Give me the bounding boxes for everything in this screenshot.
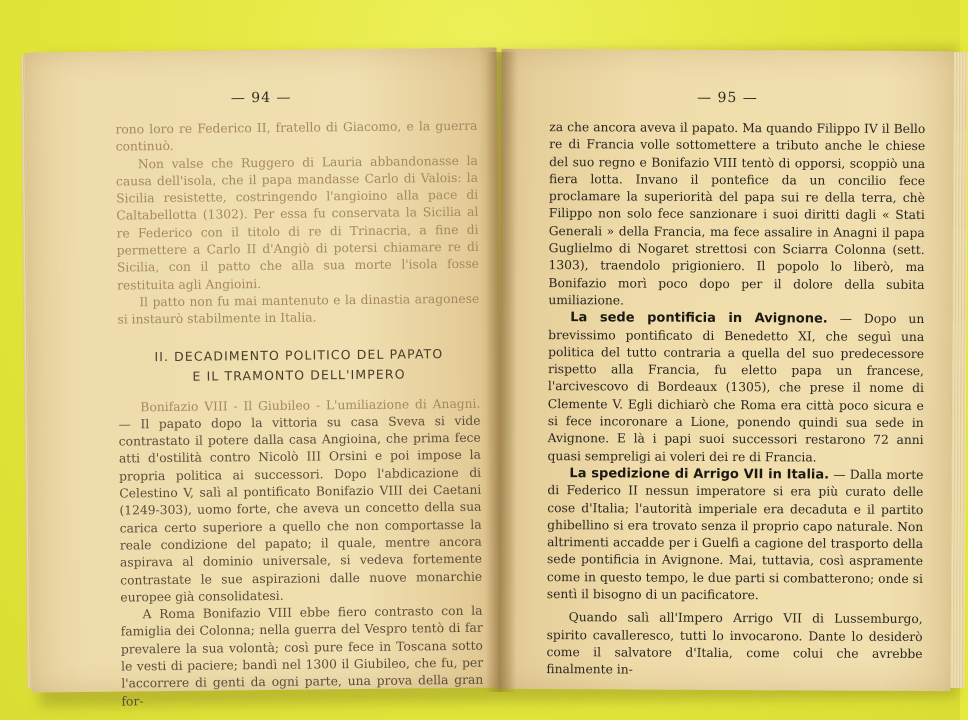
left-page-text <box>115 118 483 711</box>
left-para-2: Non valse che Ruggero di Lauria abbandonasse la causa dell'isola, che il papa mandasse Carlo di Valois: la Sicilia resistette, costringendo l'angioino alla pace di Caltabellotta (1302). Per essa fu conservata la Sicilia al re Federico con il titolo di re di Trinacria, a fine di permettere a Carlo II d'Angiò di potersi chiamare re di Sicilia, con il patto che alla sua morte l'isola fosse restituita agli Angioini. <box>115 153 479 293</box>
chapter-heading <box>118 343 480 387</box>
chapter-heading-line-2: E IL TRAMONTO DELL'IMPERO <box>192 366 406 384</box>
book-gutter <box>486 52 516 692</box>
right-section-1-title: La sede pontificia in Avignone. <box>570 310 828 327</box>
right-para-1: za che ancora aveva il papato. Ma quando Filippo IV il Bello re di Francia volle sottomettere a tributo anche le chiese del suo regno e Bonifazio VIII tentò di opporsi, scoppiò una fiera lotta. Invano il pontefice da un concilio fece proclamare la superiorità del papa sui re della terra, chè Filippo non solo fece sanzionare i suoi diritti dagli « Stati Generali » della Francia, ma fece assalire in Anagni il papa Guglielmo di Nogaret strettosi con Sciarra Colonna (sett. 1303), traendolo prigioniero. Il popolo lo liberò, ma Bonifazio morì poco dopo per il dolore della subita umiliazione. <box>548 120 926 308</box>
chapter-heading-line-1: II. DECADIMENTO POLITICO DEL PAPATO <box>154 345 444 364</box>
right-section-2 <box>547 465 924 605</box>
left-para-1: rono loro re Federico II, fratello di Giacomo, e la guerra continuò. <box>115 118 478 154</box>
right-section-2-text: — Dalla morte di Federico II nessun imperatore si era più curato delle cose d'Italia; l'autorità imperiale era decaduta e il partito ghibellino si era trovato senza il proprio capo naturale. Non altrimenti accadde per i Guelfi a cagione del trasporto della sede pontificia in Avignone. Mai, tuttavia, così aspramente come in questo tempo, le due parti si combatterono; onde si sentì il bisogno di un pacificatore. <box>546 467 924 603</box>
right-para-last: Quando salì all'Impero Arrigo VII di Lussemburgo, spirito cavalleresco, tutti lo invocarono. Dante lo desiderò come il salvatore d'Italia, come colui che avrebbe finalmente in- <box>546 610 923 677</box>
left-section-title: Bonifazio VIII - Il Giubileo - L'umiliazione di Anagni. <box>140 396 481 414</box>
right-section-1-text: — Dopo un brevissimo pontificato di Benedetto XI, che seguì una politica del tutto contraria a quella del suo predecessore rispetto alla Francia, fu eletto papa un francese, l'arcivescovo di Bordeaux (1305), che prese il nome di Clemente V. Egli dichiarò che Roma era città poco sicura e si fece incoronare a Lione, ponendo quindi sua sede in Avignone. E là i papi suoi successori restarono 72 anni quasi sempreligi ai voleri dei re di Francia. <box>547 311 925 465</box>
right-page-text <box>546 119 925 680</box>
right-page-edge <box>950 52 967 688</box>
left-page-number: — 94 — <box>230 89 292 107</box>
left-page <box>25 48 504 709</box>
left-para-5: A Roma Bonifazio VIII ebbe fiero contrasto con la famiglia dei Colonna; nella guerra del Vespro tentò di far prevalere la sua volontà; così pure fece in Toscana sotto le vesti di paciere; bandì nel 1300 il Giubileo, che fu, per l'accorrere di genti da ogni parte, una prova della gran for- <box>120 603 484 709</box>
left-para-4: — Il papato dopo la vittoria su casa Sveva si vide contrastato il potere dalla casa Angioina, che prima fece atti d'ostilità contro Nicolò III Orsini e poi impose la propria politica ai successori. Dopo l'abdicazione di Celestino V, salì al pontificato Bonifazio VIII dei Caetani (1249-303), uomo forte, che aveva un concetto della sua carica certo superiore a quello che non comportasse la reale condizione del papato; il quale, mentre ancora aspirava al dominio universale, si vedeva fortemente contrastate le sue aspirazioni dalle nuove monarchie europee già consolidatesi. <box>118 413 483 605</box>
right-section-1 <box>548 309 925 467</box>
right-page-number: — 95 — <box>697 89 758 107</box>
left-para-3: Il patto non fu mai mantenuto e la dinastia aragonese si instaurò stabilmente in Italia. <box>117 291 480 327</box>
right-page <box>498 49 953 691</box>
right-section-2-title: La spedizione di Arrigo VII in Italia. <box>569 466 830 483</box>
left-section <box>118 395 482 606</box>
